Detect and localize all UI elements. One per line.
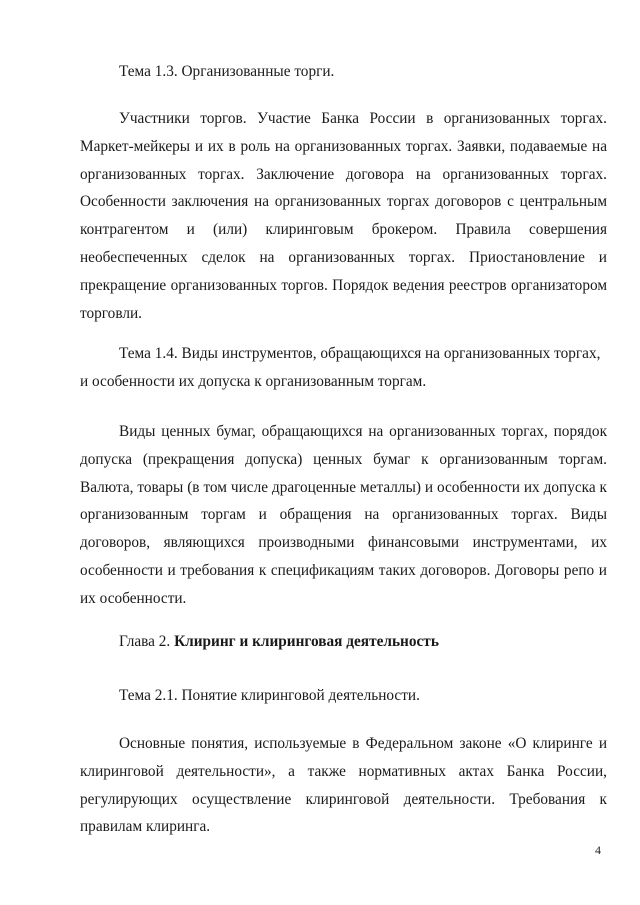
topic-1-3-body: Участники торгов. Участие Банка России в организованных торгах. Маркет-мейкеры и их в роль на организованных торгах. Заявки, подаваемые на организованных торгах. Заключение договора на организованных торгах. Особенности заключения на организованных торгах договоров с центральным контрагентом и (или) клиринговым брокером. Правила совершения необеспеченных сделок на организованных торгах. Приостановление и прекращение организованных торгов. Порядок ведения реестров организатором торговли. <box>80 110 607 322</box>
topic-1-4-heading: Тема 1.4. Виды инструментов, обращающихся на организованных торгах, и особенности их допуска к организованным торгам. <box>80 345 601 390</box>
topic-1-3-heading: Тема 1.3. Организованные торги. <box>119 63 335 80</box>
chapter-2-title: Клиринг и клиринговая деятельность <box>174 633 439 650</box>
chapter-2-prefix: Глава 2. <box>119 633 175 650</box>
page-number: 4 <box>595 843 601 857</box>
topic-2-1-body: Основные понятия, используемые в Федеральном законе «О клиринге и клиринговой деятельности», а также нормативных актах Банка России, регулирующих осуществление клиринговой деятельности. Требования к правилам клиринга. <box>80 735 607 836</box>
chapter-2-heading <box>80 632 607 652</box>
topic-2-1-heading: Тема 2.1. Понятие клиринговой деятельности. <box>119 687 420 704</box>
topic-1-4-body: Виды ценных бумаг, обращающихся на организованных торгах, порядок допуска (прекращения допуска) ценных бумаг к организованным торгам. Валюта, товары (в том числе драгоценные металлы) и особенности их допуска к организованным торгам и обращения на организованных торгах. Виды договоров, являющихся производными финансовыми инструментами, их особенности и требования к спецификациям таких договоров. Договоры репо и их особенности. <box>80 423 607 607</box>
